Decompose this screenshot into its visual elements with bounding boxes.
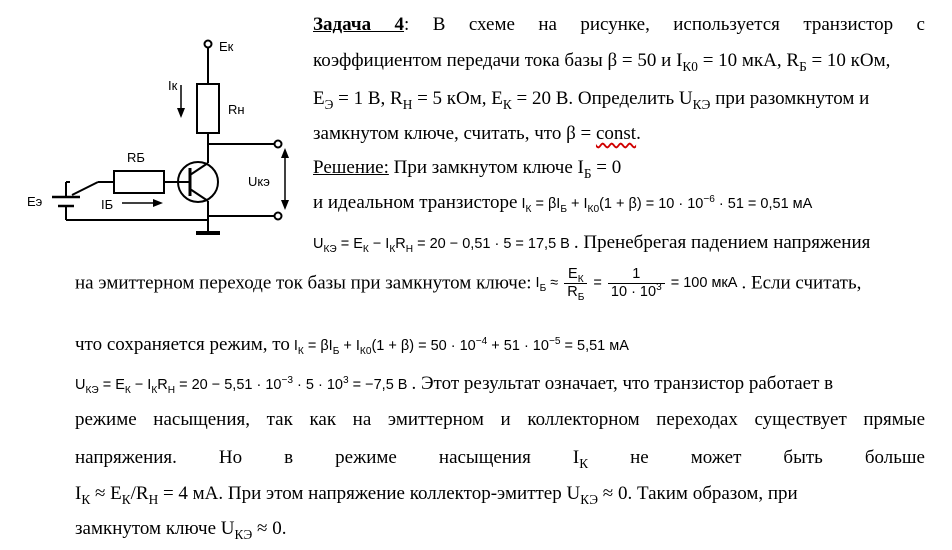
task-line-3: $E_Э = 1$ В, $R_Н = 5$ кОм, $E_К = 20$ В. Определить $U_{КЭ}$ при разомкнутом и <box>313 88 870 112</box>
rn-resistor <box>197 84 219 133</box>
formula-uke-closed: $U_{КЭ} = E_К - I_КR_Н = 20 - 5,51 \cdot 10^{-3} \cdot 5 \cdot 10^3 = -7,5$ В <box>75 375 408 396</box>
solution-line-8: напряжения. Но в режиме насыщения $I_К$ не может быть больше <box>75 447 925 471</box>
solution-line-7: режиме насыщения, так как на эмиттерном и коллекторном переходах существует прямые <box>75 409 925 430</box>
formula-ik-sat: $I_К = \beta I_Б + I_{К0}(1 + \beta) = 50 \cdot 10^{-4} + 51 \cdot 10^{-5} = 5,51$ мА <box>293 336 629 357</box>
solution-line-1: Решение: При замкнутом ключе $I_Б = 0$ <box>313 157 622 181</box>
switch <box>72 182 98 195</box>
fraction-1-over-10k: $\frac{1}{10 \cdot 10^3}$ <box>608 266 665 301</box>
const-word: const <box>595 123 637 144</box>
ib-arrow-head <box>153 199 163 207</box>
label-ee: Eэ <box>27 194 43 209</box>
label-ib: IБ <box>101 197 114 212</box>
formula-ib: $I_Б$ ≈ $\frac{E_К}{R_Б}$ = $\frac{1}{10 \cdot 10^3}$ = 100 мкА <box>535 266 738 303</box>
task-line-4: замкнутом ключе, считать, что β = const. <box>313 123 641 144</box>
solution-line-9: $I_К \approx E_К/R_Н = 4$ мА. При этом напряжение коллектор-эмиттер $U_{КЭ} \approx 0$. Таким образом, при <box>75 483 798 507</box>
rb-resistor <box>114 171 164 193</box>
label-rb: RБ <box>127 150 145 165</box>
circuit-diagram <box>0 20 300 270</box>
collector-terminal <box>275 141 282 148</box>
solution-line-6: $U_{КЭ} = E_К - I_КR_Н = 20 - 5,51 \cdot 10^{-3} \cdot 5 \cdot 10^3 = -7,5$ В . Этот результат означает, что транзистор работает в <box>75 373 834 396</box>
ik-arrow-head <box>177 108 185 118</box>
label-rn: Rн <box>228 102 245 117</box>
uke-arrow-bottom <box>281 200 289 210</box>
formula-uke-open: $U_{КЭ} = E_К - I_КR_Н = 20 - 0,51 \cdot 5 = 17,5$ В <box>313 236 570 255</box>
label-ik: Iк <box>168 78 178 93</box>
label-uke: Uкэ <box>248 174 270 189</box>
solution-line-3: $U_{КЭ} = E_К - I_КR_Н = 20 - 0,51 \cdot 5 = 17,5$ В . Пренебрегая падением напряжения <box>313 232 871 255</box>
fraction-ek-rb: $\frac{E_К}{R_Б}$ <box>564 266 587 301</box>
task-title: Задача 4 <box>313 14 405 35</box>
task-line-1: Задача 4: В схеме на рисунке, используется транзистор с <box>313 14 925 35</box>
formula-ik-ideal: $I_К = \beta I_Б + I_{К0}(1 + \beta) = 10 \cdot 10^{-6} \cdot 51 = 0,51$ мА <box>521 194 813 215</box>
task-line-2: коэффициентом передачи тока базы β = 50 и $I_{К0} = 10$ мкА, $R_Б = 10$ кОм, <box>313 50 891 74</box>
solution-line-5: что сохраняется режим, то $I_К = \beta I_Б + I_{К0}(1 + \beta) = 50 \cdot 10^{-4} + 51 \cdot 10^{-5} = 5,51$ мА <box>75 334 629 357</box>
solution-label: Решение: <box>313 157 389 178</box>
emitter-terminal <box>275 213 282 220</box>
solution-line-4: на эмиттерном переходе ток базы при замкнутом ключе: $I_Б$ ≈ $\frac{E_К}{R_Б}$ = $\frac{1}{10 \cdot 10^3}$ = 100 мкА . Если считать, <box>75 266 862 303</box>
uke-arrow-top <box>281 148 289 158</box>
solution-line-10: замкнутом ключе $U_{КЭ} \approx 0$. <box>75 518 287 542</box>
ek-terminal <box>205 41 212 48</box>
label-ek: Eк <box>219 39 234 54</box>
solution-line-2: и идеальном транзисторе $I_К = \beta I_Б + I_{К0}(1 + \beta) = 10 \cdot 10^{-6} \cdot 51 = 0,51$ мА <box>313 192 813 215</box>
